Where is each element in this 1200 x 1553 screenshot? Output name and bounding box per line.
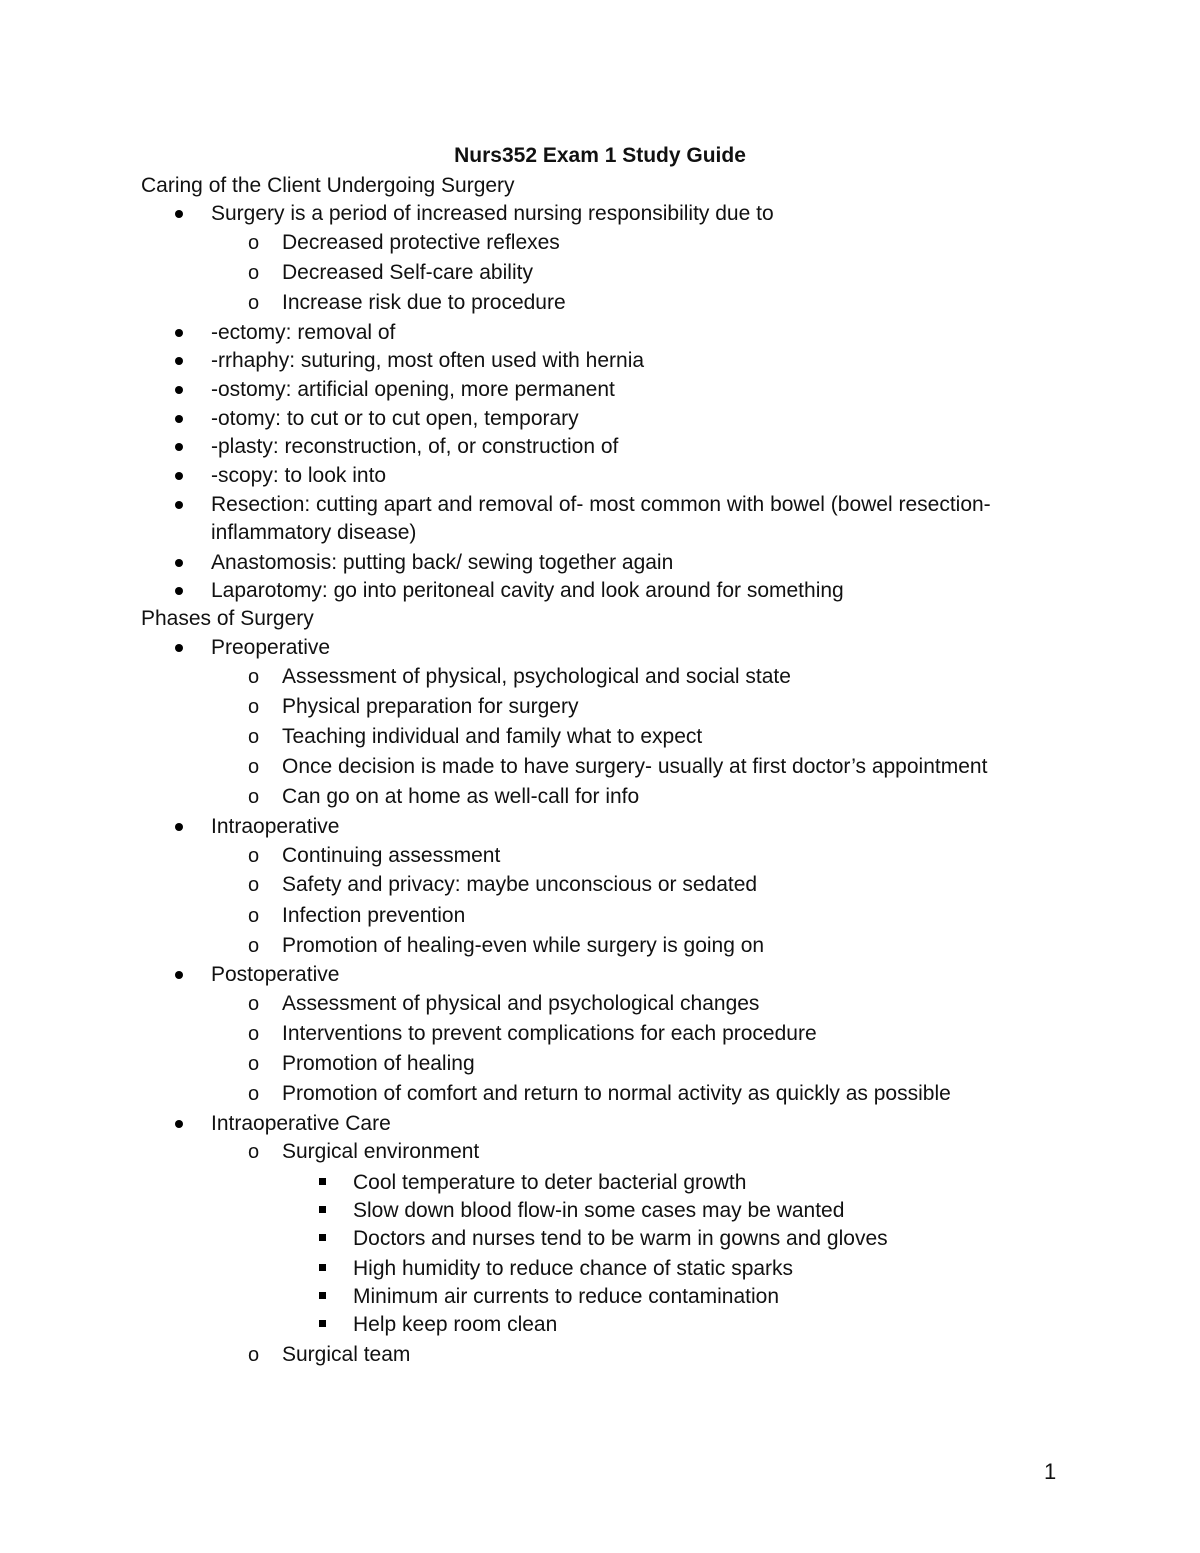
bullet-icon bbox=[175, 1120, 183, 1128]
sub-list-item: Infection prevention bbox=[282, 904, 466, 927]
sub-list-item: Increase risk due to procedure bbox=[282, 291, 566, 314]
page-title: Nurs352 Exam 1 Study Guide bbox=[454, 144, 746, 167]
sub-list-item: Interventions to prevent complications for each procedure bbox=[282, 1022, 817, 1045]
circle-bullet-icon: o bbox=[248, 262, 260, 284]
sub-sub-list-item: Doctors and nurses tend to be warm in gowns and gloves bbox=[353, 1227, 888, 1250]
sub-sub-list-item: High humidity to reduce chance of static sparks bbox=[353, 1257, 794, 1280]
list-item: Intraoperative bbox=[211, 815, 340, 838]
sub-sub-list-item: Minimum air currents to reduce contamination bbox=[353, 1285, 780, 1308]
list-item: Intraoperative Care bbox=[211, 1112, 391, 1135]
circle-bullet-icon: o bbox=[248, 292, 260, 314]
bullet-icon bbox=[175, 971, 183, 979]
list-item: -otomy: to cut or to cut open, temporary bbox=[211, 407, 579, 430]
circle-bullet-icon: o bbox=[248, 666, 260, 688]
list-item: -rrhaphy: suturing, most often used with hernia bbox=[211, 349, 645, 372]
sub-list-item: Decreased protective reflexes bbox=[282, 231, 560, 254]
sub-list-item: Safety and privacy: maybe unconscious or sedated bbox=[282, 873, 758, 896]
circle-bullet-icon: o bbox=[248, 905, 260, 927]
circle-bullet-icon: o bbox=[248, 1053, 260, 1075]
list-item: Surgery is a period of increased nursing responsibility due to bbox=[211, 202, 774, 225]
list-item: Preoperative bbox=[211, 636, 331, 659]
sub-list-item: Surgical team bbox=[282, 1343, 411, 1366]
list-item: -scopy: to look into bbox=[211, 464, 387, 487]
square-bullet-icon bbox=[319, 1206, 326, 1213]
bullet-icon bbox=[175, 823, 183, 831]
circle-bullet-icon: o bbox=[248, 1023, 260, 1045]
circle-bullet-icon: o bbox=[248, 696, 260, 718]
square-bullet-icon bbox=[319, 1264, 326, 1271]
section-heading: Caring of the Client Undergoing Surgery bbox=[141, 174, 515, 197]
list-item: Laparotomy: go into peritoneal cavity and look around for something bbox=[211, 579, 844, 602]
circle-bullet-icon: o bbox=[248, 726, 260, 748]
square-bullet-icon bbox=[319, 1320, 326, 1327]
sub-sub-list-item: Help keep room clean bbox=[353, 1313, 558, 1336]
bullet-icon bbox=[175, 587, 183, 595]
sub-list-item: Can go on at home as well-call for info bbox=[282, 785, 640, 808]
bullet-icon bbox=[175, 210, 183, 218]
sub-sub-list-item: Cool temperature to deter bacterial growth bbox=[353, 1171, 747, 1194]
sub-list-item: Teaching individual and family what to expect bbox=[282, 725, 703, 748]
sub-list-item: Assessment of physical, psychological and social state bbox=[282, 665, 791, 688]
circle-bullet-icon: o bbox=[248, 1141, 260, 1163]
bullet-icon bbox=[175, 329, 183, 337]
bullet-icon bbox=[175, 415, 183, 423]
list-item-continuation: inflammatory disease) bbox=[211, 521, 417, 544]
list-item: -plasty: reconstruction, of, or construction of bbox=[211, 435, 619, 458]
bullet-icon bbox=[175, 386, 183, 394]
square-bullet-icon bbox=[319, 1292, 326, 1299]
square-bullet-icon bbox=[319, 1178, 326, 1185]
sub-list-item: Continuing assessment bbox=[282, 844, 501, 867]
circle-bullet-icon: o bbox=[248, 845, 260, 867]
page-number: 1 bbox=[1044, 1459, 1057, 1484]
circle-bullet-icon: o bbox=[248, 786, 260, 808]
sub-list-item: Surgical environment bbox=[282, 1140, 480, 1163]
circle-bullet-icon: o bbox=[248, 993, 260, 1015]
bullet-icon bbox=[175, 443, 183, 451]
circle-bullet-icon: o bbox=[248, 874, 260, 896]
sub-sub-list-item: Slow down blood flow-in some cases may be wanted bbox=[353, 1199, 845, 1222]
square-bullet-icon bbox=[319, 1234, 326, 1241]
sub-list-item: Promotion of comfort and return to normal activity as quickly as possible bbox=[282, 1082, 951, 1105]
circle-bullet-icon: o bbox=[248, 1344, 260, 1366]
sub-list-item: Physical preparation for surgery bbox=[282, 695, 579, 718]
sub-list-item: Once decision is made to have surgery- usually at first doctor’s appointment bbox=[282, 755, 988, 778]
list-item: -ostomy: artificial opening, more permanent bbox=[211, 378, 615, 401]
bullet-icon bbox=[175, 357, 183, 365]
list-item: Postoperative bbox=[211, 963, 340, 986]
sub-list-item: Promotion of healing-even while surgery is going on bbox=[282, 934, 765, 957]
circle-bullet-icon: o bbox=[248, 1083, 260, 1105]
sub-list-item: Promotion of healing bbox=[282, 1052, 475, 1075]
list-item: Anastomosis: putting back/ sewing together again bbox=[211, 551, 674, 574]
section-heading: Phases of Surgery bbox=[141, 607, 314, 630]
sub-list-item: Assessment of physical and psychological changes bbox=[282, 992, 760, 1015]
sub-list-item: Decreased Self-care ability bbox=[282, 261, 533, 284]
circle-bullet-icon: o bbox=[248, 756, 260, 778]
bullet-icon bbox=[175, 472, 183, 480]
list-item: Resection: cutting apart and removal of- most common with bowel (bowel resection- bbox=[211, 493, 991, 516]
bullet-icon bbox=[175, 501, 183, 509]
list-item: -ectomy: removal of bbox=[211, 321, 396, 344]
bullet-icon bbox=[175, 644, 183, 652]
circle-bullet-icon: o bbox=[248, 935, 260, 957]
circle-bullet-icon: o bbox=[248, 232, 260, 254]
bullet-icon bbox=[175, 559, 183, 567]
